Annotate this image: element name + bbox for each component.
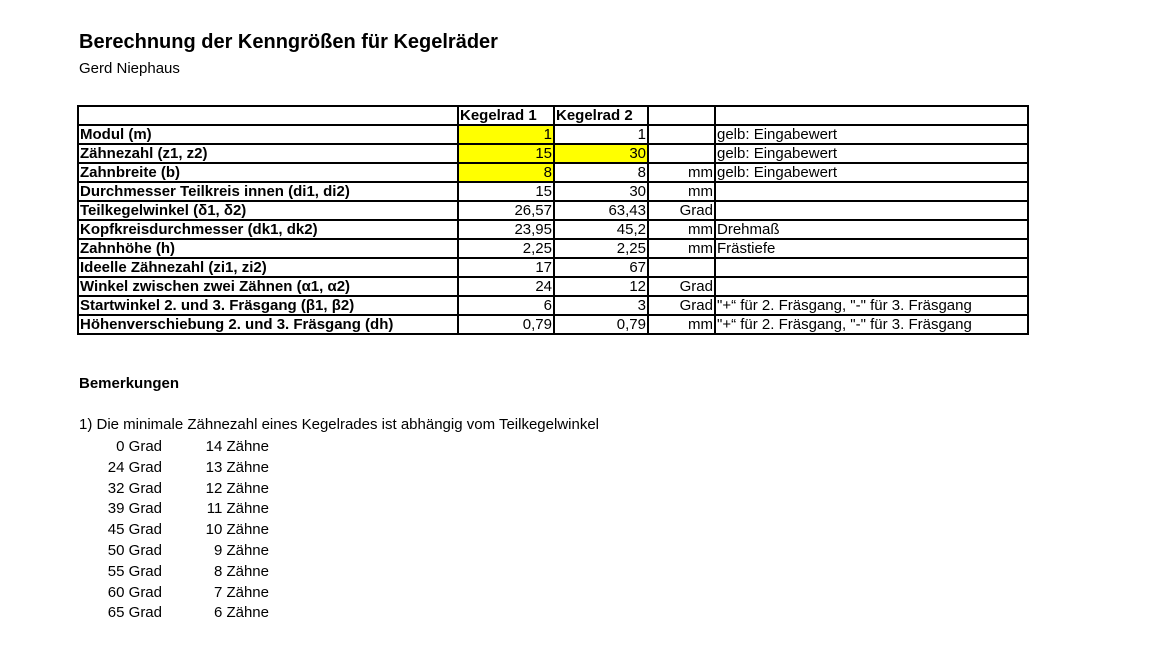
- angle-value: 45 Grad: [107, 521, 162, 539]
- row-label: Höhenverschiebung 2. und 3. Fräsgang (dh): [78, 315, 458, 334]
- value-cell-kegelrad-1: 17: [458, 258, 554, 277]
- value-cell-kegelrad-2: 0,79: [554, 315, 648, 334]
- row-label: Kopfkreisdurchmesser (dk1, dk2): [78, 220, 458, 239]
- note-cell: Drehmaß: [715, 220, 1028, 239]
- value-cell-kegelrad-2: 12: [554, 277, 648, 296]
- teeth-value: 13 Zähne: [205, 458, 269, 476]
- angle-value: 55 Grad: [107, 562, 162, 580]
- teeth-value: 7 Zähne: [213, 583, 269, 601]
- row-label: Startwinkel 2. und 3. Fräsgang (β1, β2): [78, 296, 458, 315]
- calculation-table: [77, 105, 1029, 335]
- table-row: [78, 201, 1028, 220]
- teeth-value: 8 Zähne: [213, 562, 269, 580]
- teeth-value: 12 Zähne: [205, 479, 269, 497]
- table-row: [78, 239, 1028, 258]
- note-cell: gelb: Eingabewert: [715, 125, 1028, 144]
- note-cell: "+“ für 2. Fräsgang, "-" für 3. Fräsgang: [715, 315, 1028, 334]
- unit-cell: mm: [648, 315, 715, 334]
- value-cell-kegelrad-1: 24: [458, 277, 554, 296]
- note-cell: [715, 258, 1028, 277]
- value-cell-kegelrad-1: 2,25: [458, 239, 554, 258]
- header-cell-kegelrad-1: Kegelrad 1: [458, 106, 554, 125]
- angle-value: 50 Grad: [107, 541, 162, 559]
- row-label: Durchmesser Teilkreis innen (di1, di2): [78, 182, 458, 201]
- input-cell-kegelrad-1[interactable]: 1: [458, 125, 554, 144]
- angle-value: 32 Grad: [107, 479, 162, 497]
- header-cell-unit: [648, 106, 715, 125]
- unit-cell: Grad: [648, 296, 715, 315]
- teeth-value: 14 Zähne: [205, 438, 269, 455]
- row-label: Zahnhöhe (h): [78, 239, 458, 258]
- note-cell: [715, 201, 1028, 220]
- angle-value: 65 Grad: [107, 604, 162, 622]
- value-cell-kegelrad-2: 1: [554, 125, 648, 144]
- table-row: [78, 277, 1028, 296]
- note-cell: [715, 182, 1028, 201]
- teeth-value: 10 Zähne: [205, 521, 269, 539]
- note-cell: Frästiefe: [715, 239, 1028, 258]
- remarks-heading: Bemerkungen: [79, 375, 180, 392]
- header-cell-note: [715, 106, 1028, 125]
- unit-cell: mm: [648, 220, 715, 239]
- teeth-value: 6 Zähne: [213, 604, 269, 622]
- value-cell-kegelrad-1: 23,95: [458, 220, 554, 239]
- note-cell: "+“ für 2. Fräsgang, "-" für 3. Fräsgang: [715, 296, 1028, 315]
- value-cell-kegelrad-1: 15: [458, 182, 554, 201]
- input-cell-kegelrad-2[interactable]: 30: [554, 144, 648, 163]
- note-cell: [715, 277, 1028, 296]
- unit-cell: mm: [648, 163, 715, 182]
- row-label: Zahnbreite (b): [78, 163, 458, 182]
- angle-value: 24 Grad: [107, 458, 162, 476]
- value-cell-kegelrad-2: 30: [554, 182, 648, 201]
- table-row: [78, 296, 1028, 315]
- page-title: Berechnung der Kenngrößen für Kegelräder: [79, 31, 498, 53]
- unit-cell: mm: [648, 182, 715, 201]
- row-label: Teilkegelwinkel (δ1, δ2): [78, 201, 458, 220]
- remark-text: 1) Die minimale Zähnezahl eines Kegelrades ist abhängig vom Teilkegelwinkel: [79, 416, 600, 433]
- angle-value: 0 Grad: [116, 438, 162, 455]
- table-row: [78, 182, 1028, 201]
- row-label: Winkel zwischen zwei Zähnen (α1, α2): [78, 277, 458, 296]
- table-row: [78, 258, 1028, 277]
- unit-cell: Grad: [648, 201, 715, 220]
- note-cell: gelb: Eingabewert: [715, 163, 1028, 182]
- angle-value: 39 Grad: [107, 500, 162, 518]
- value-cell-kegelrad-1: 26,57: [458, 201, 554, 220]
- author-name: Gerd Niephaus: [79, 60, 180, 77]
- table-row: [78, 125, 1028, 144]
- teeth-value: 11 Zähne: [206, 500, 269, 518]
- value-cell-kegelrad-2: 3: [554, 296, 648, 315]
- unit-cell: [648, 144, 715, 163]
- value-cell-kegelrad-1: 6: [458, 296, 554, 315]
- value-cell-kegelrad-2: 45,2: [554, 220, 648, 239]
- value-cell-kegelrad-2: 67: [554, 258, 648, 277]
- unit-cell: mm: [648, 239, 715, 258]
- table-row: [78, 163, 1028, 182]
- unit-cell: [648, 125, 715, 144]
- table-row: [78, 220, 1028, 239]
- value-cell-kegelrad-1: 0,79: [458, 315, 554, 334]
- input-cell-kegelrad-1[interactable]: 15: [458, 144, 554, 163]
- unit-cell: [648, 258, 715, 277]
- table-row: [78, 315, 1028, 334]
- row-label: Zähnezahl (z1, z2): [78, 144, 458, 163]
- table-header-row: [78, 106, 1028, 125]
- row-label: Modul (m): [78, 125, 458, 144]
- value-cell-kegelrad-2: 8: [554, 163, 648, 182]
- table-row: [78, 144, 1028, 163]
- angle-value: 60 Grad: [107, 583, 162, 601]
- input-cell-kegelrad-1[interactable]: 8: [458, 163, 554, 182]
- unit-cell: Grad: [648, 277, 715, 296]
- row-label: Ideelle Zähnezahl (zi1, zi2): [78, 258, 458, 277]
- header-cell-kegelrad-2: Kegelrad 2: [554, 106, 648, 125]
- value-cell-kegelrad-2: 63,43: [554, 201, 648, 220]
- teeth-value: 9 Zähne: [213, 541, 269, 559]
- note-cell: gelb: Eingabewert: [715, 144, 1028, 163]
- header-cell-label: [78, 106, 458, 125]
- value-cell-kegelrad-2: 2,25: [554, 239, 648, 258]
